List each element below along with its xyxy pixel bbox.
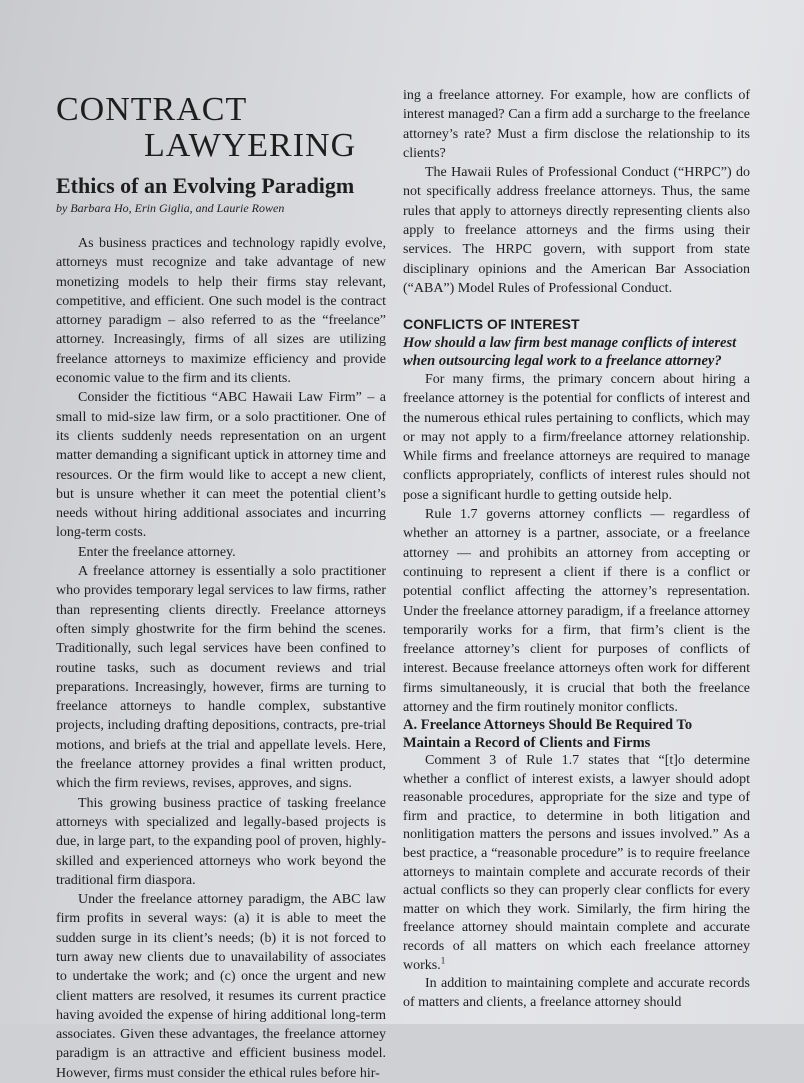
section-heading: CONFLICTS OF INTEREST [403,316,580,332]
paragraph: A freelance attorney is essentially a solo practitioner who provides temporary legal services to law firms, rather than representing clients directly. Freelance attorneys often simply ghostwrite for the firm behind the scenes. Traditionally, such legal services have been confined to routine tasks, such as document reviews and trial preparations. Increasingly, however, firms are turning to freelance attorneys to handle complex, substantive projects, including drafting depositions, contracts, pre-trial motions, and briefs at the trial and appellate levels. Here, the freelance attorney provides a final written product, which the firm reviews, revises, approves, and signs. [56,564,386,792]
subsection-body [403,752,750,1012]
article-subtitle: Ethics of an Evolving Paradigm [56,173,355,198]
paragraph: The Hawaii Rules of Professional Conduct (“HRPC”) do not specifically address freelance attorneys. Thus, the same rules that apply to attorneys directly representing clients also apply to freelance attorneys and the firms using their services. The HRPC govern, with support from state disciplinary opinions and the American Bar Association (“ABA”) Model Rules of Professional Conduct. [403,165,750,296]
paragraph: Enter the freelance attorney. [78,544,236,560]
paragraph: In addition to maintaining complete and accurate records of matters and clients, a freelance attorney should [403,976,750,1010]
article-byline: by Barbara Ho, Erin Giglia, and Laurie Rowen [56,201,285,215]
paragraph: ing a freelance attorney. For example, how are conflicts of interest managed? Can a firm add a surcharge to the freelance attorney’s rate? Must a firm disclose the relationship to its clients? [403,88,750,161]
paragraph: For many firms, the primary concern about hiring a freelance attorney is the potential for conflicts of interest and the numerous ethical rules pertaining to conflicts, which may or may not apply to a firm/freelance attorney relationship. While firms and freelance attorneys are required to manage conflicts appropriately, conflicts of interest rules should not pose a significant hurdle to getting outside help. [403,372,750,503]
paragraph: As business practices and technology rapidly evolve, attorneys must recognize and take advantage of new monetizing models to help their firms stay relevant, competitive, and efficient. One such model is the contract attorney paradigm – also referred to as the “freelance” attorney. Increasingly, firms of all sizes are utilizing freelance attorneys to maximize efficiency and provide economic value to the firm and its clients. [56,236,386,387]
conflicts-body [403,370,750,717]
paragraph: Consider the fictitious “ABC Hawaii Law Firm” – a small to mid-size law firm, or a solo practitioner. One of its clients suddenly needs representation on an urgent matter demanding a significant uptick in attorney time and resources. Or the firm would like to accept a new client, but is unsure whether it can meet the potential client’s needs without hiring additional associates and incurring long-term costs. [56,390,386,541]
paragraph-text: Comment 3 of Rule 1.7 states that “[t]o determine whether a conflict of interest exists, a lawyer should adopt reasonable procedures, appropriate for the size and type of firm and practice, to determine in both litigation and nonlitigation matters the persons and issues involved.” As a best practice, a “reasonable procedure” is to require freelance attorneys to maintain complete and accurate records of their actual conflicts so they can properly clear conflicts for every matter on which they work. Similarly, the firm hiring the freelance attorney should maintain complete and accurate records of all matters on which each freelance attorney works. [403,753,750,973]
article-title-line-2: LAWYERING [144,127,357,164]
paragraph [403,752,750,975]
paragraph: Under the freelance attorney paradigm, the ABC law firm profits in several ways: (a) it is able to meet the sudden surge in its client’s needs; (b) it is not forced to turn away new clients due to unavailability of associates to undertake the work; and (c) once the urgent and new client matters are resolved, it resumes its current practice having avoided the expense of hiring additional long-term associates. Given these advantages, the freelance attorney paradigm is an attractive and efficient business model. However, firms must consider the ethical rules before hir- [56,892,386,1081]
paragraph: This growing business practice of tasking freelance attorneys with specialized and legally-based projects is due, in large part, to the expanding pool of proven, highly-skilled and experienced attorneys who work beyond the traditional firm diaspora. [56,795,386,888]
left-column-body [56,234,386,1083]
article-title-line-1: CONTRACT [56,91,248,128]
footnote-marker: 1 [440,954,446,965]
paragraph: Rule 1.7 governs attorney conflicts — regardless of whether an attorney is a partner, associate, or a freelance attorney — and prohibits an attorney from accepting or continuing to represent a client if there is a conflict or potential conflict affecting the attorney’s representation. Under the freelance attorney paradigm, if a freelance attorney temporarily works for a firm, that firm’s client is the freelance attorney’s client for purposes of conflicts of interest. Because freelance attorneys often work for different firms simultaneously, it is crucial that both the freelance attorney and the firm routinely monitor conflicts. [403,507,750,716]
subsection-heading: A. Freelance Attorneys Should Be Required To Maintain a Record of Clients and Firms [403,717,693,751]
section-question: How should a law firm best manage conflicts of interest when outsourcing legal work to a freelance attorney? [403,335,737,369]
right-column-intro [403,86,750,298]
